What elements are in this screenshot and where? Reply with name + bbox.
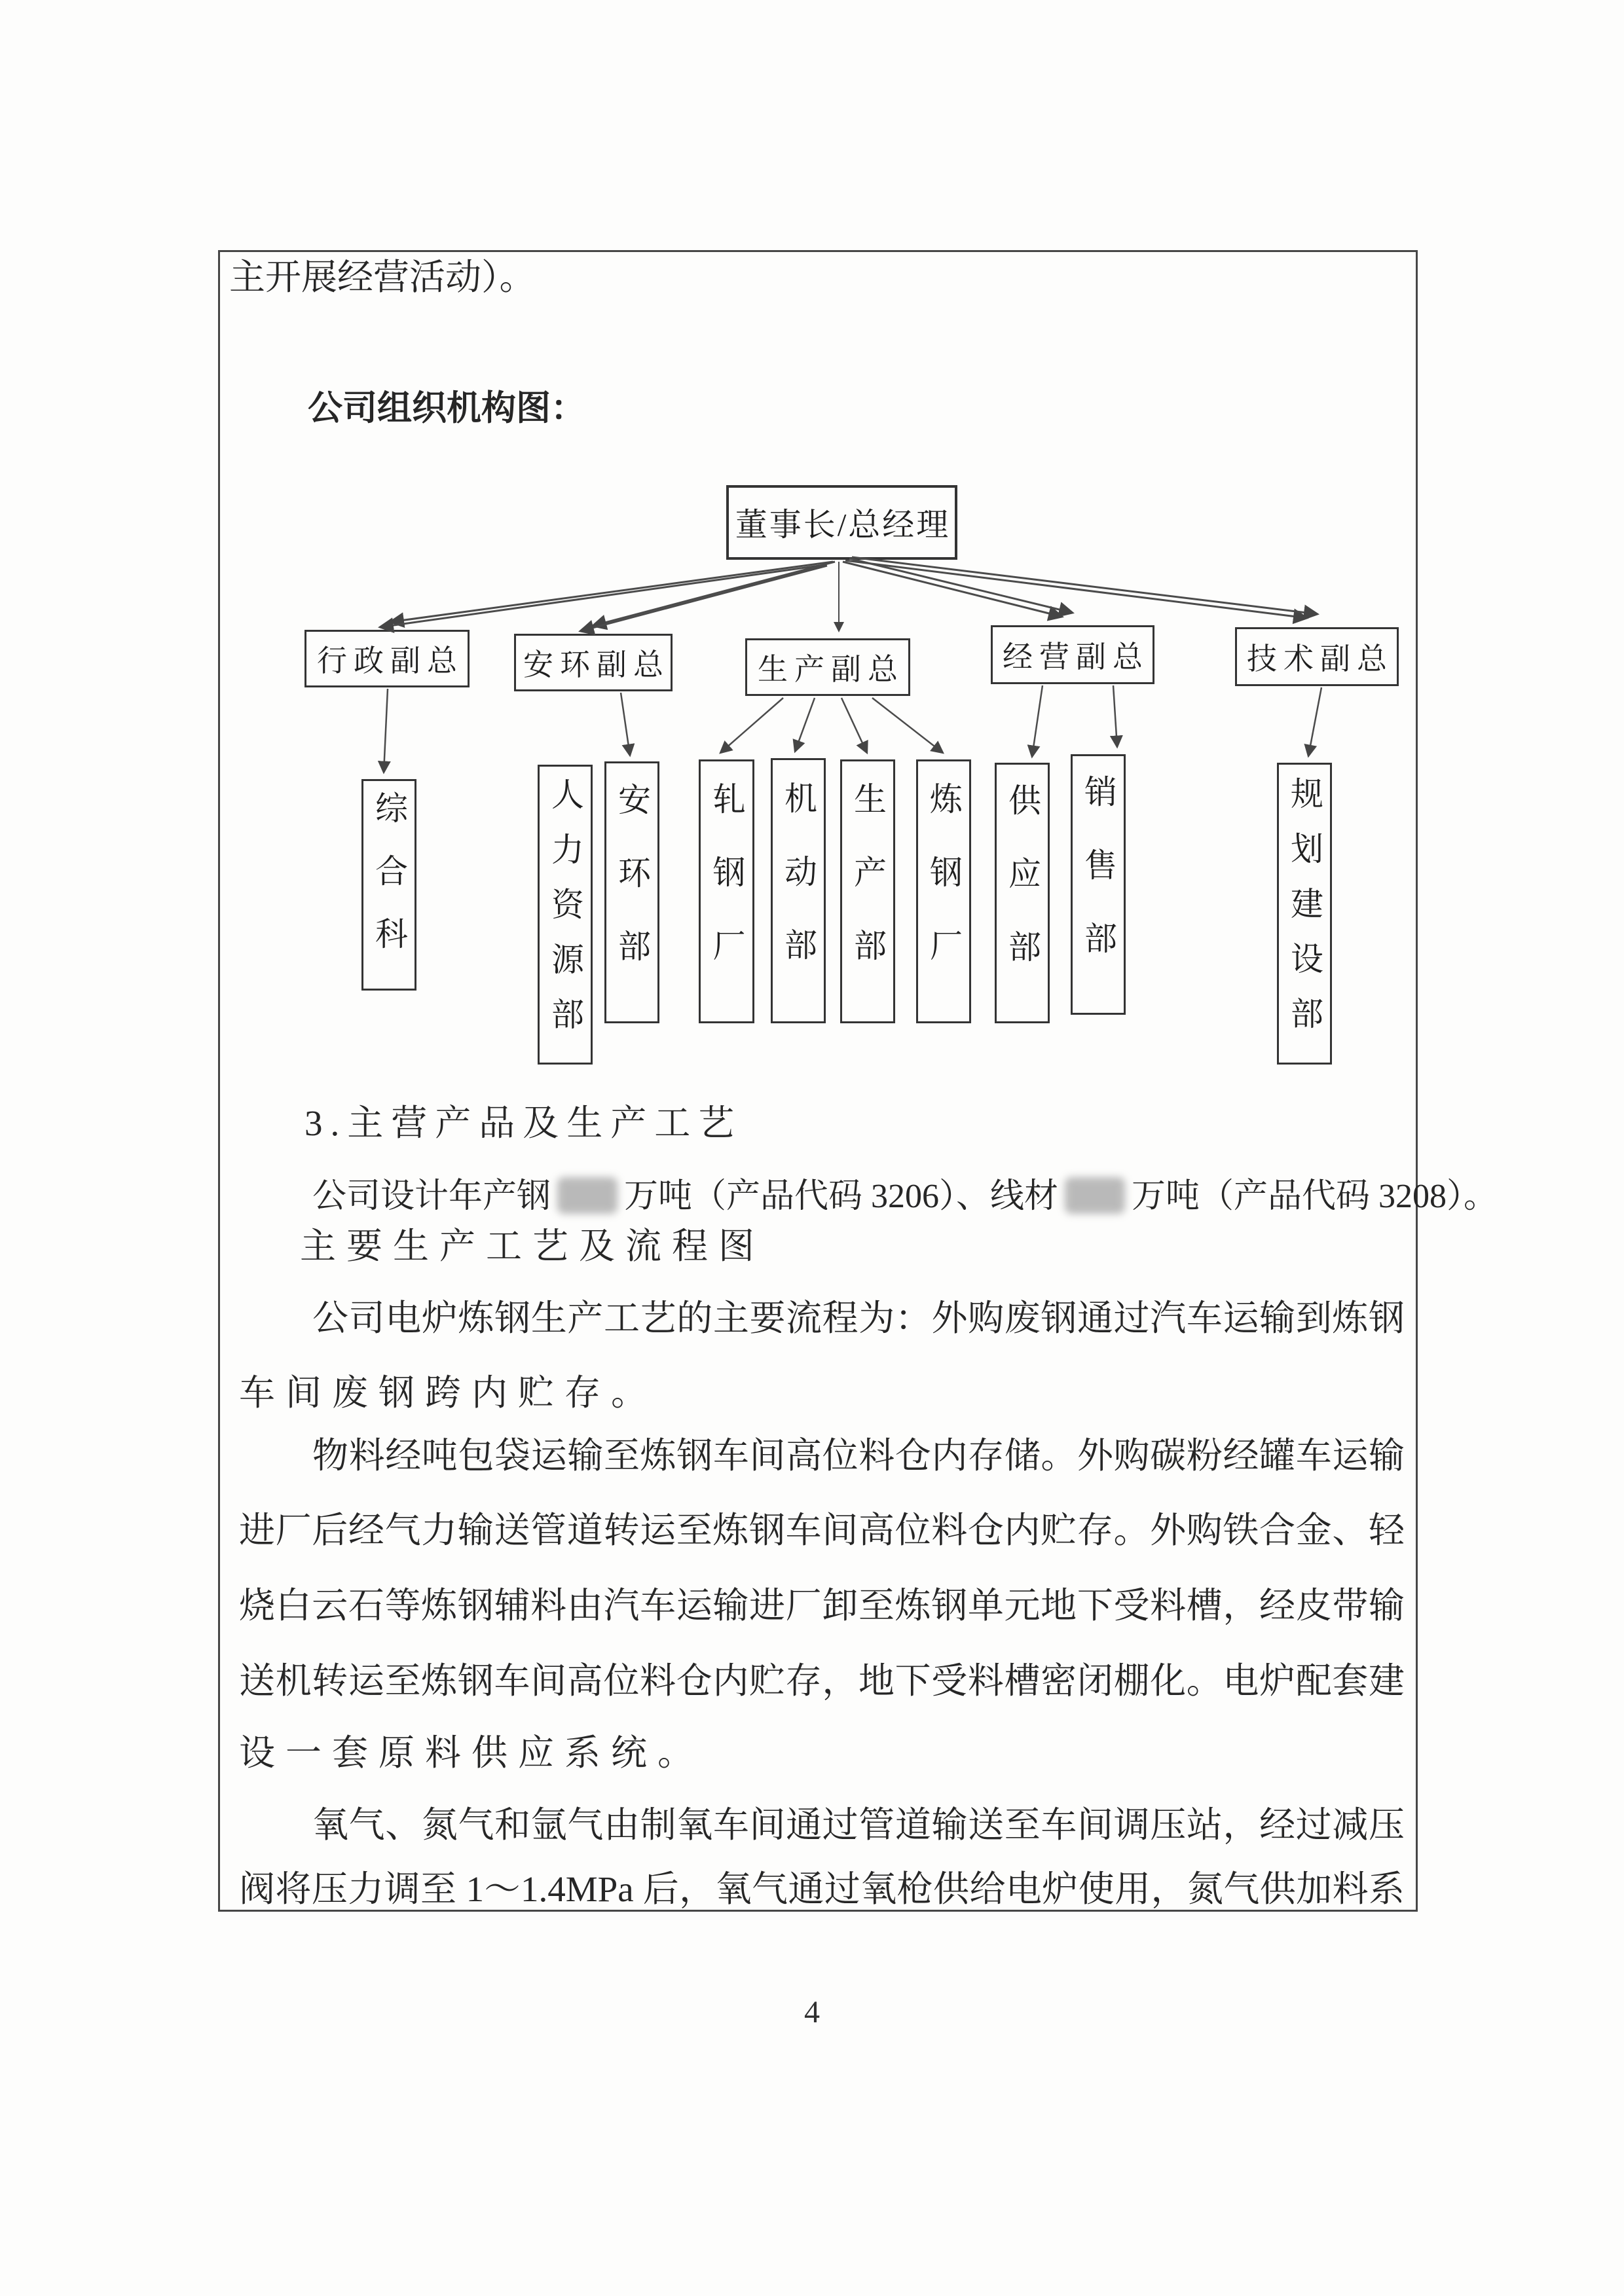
paragraph-line: 进厂后经气力输送管道转运至炼钢车间高位料仓内贮存。外购铁合金、轻 [239, 1510, 1405, 1550]
redacted-value [557, 1177, 618, 1214]
org-box-label: 安环副总 [523, 648, 670, 682]
org-box-rolling-mill [699, 759, 754, 1023]
org-box-chairman [726, 485, 957, 560]
org-box-safety-vp [514, 634, 673, 691]
org-box-production-dept [840, 759, 895, 1023]
redacted-value [1065, 1177, 1125, 1214]
org-box-label: 轧钢厂 [708, 781, 745, 1002]
org-box-label: 董事长/总经理 [735, 507, 951, 543]
org-box-supply-dept [995, 763, 1050, 1023]
org-box-production-vp [745, 638, 910, 696]
paragraph-line: 送机转运至炼钢车间高位料仓内贮存，地下受料槽密闭棚化。电炉配套建 [239, 1661, 1405, 1701]
org-box-hr-dept [538, 765, 593, 1065]
org-box-label: 规划建设部 [1286, 776, 1323, 1051]
org-box-label: 生产副总 [758, 653, 904, 686]
org-box-label: 炼钢厂 [925, 781, 962, 1002]
org-box-safety-dept [604, 761, 659, 1023]
section-subtitle: 主要生产工艺及流程图 [300, 1226, 766, 1266]
org-box-technology-vp [1235, 627, 1399, 686]
paragraph-line: 烧白云石等炼钢辅料由汽车运输进厂卸至炼钢单元地下受料槽，经皮带输 [239, 1586, 1405, 1626]
org-box-planning-construction-dept [1277, 763, 1332, 1065]
org-box-steelmaking-plant [916, 759, 971, 1023]
page-number: 4 [804, 1995, 820, 2030]
org-box-label: 经营副总 [1003, 640, 1149, 674]
org-box-label: 综合科 [371, 790, 407, 979]
org-box-operations-vp [991, 625, 1154, 684]
paragraph-line: 物料经吨包袋运输至炼钢车间高位料仓内存储。外购碳粉经罐车运输 [312, 1436, 1405, 1476]
org-box-mechanical-dept [771, 758, 826, 1023]
org-box-label: 供应部 [1004, 783, 1041, 1003]
paragraph-line: 公司电炉炼钢生产工艺的主要流程为：外购废钢通过汽车运输到炼钢 [312, 1298, 1405, 1338]
paragraph-line: 设一套原料供应系统。 [239, 1733, 705, 1773]
paragraph-line: 车间废钢跨内贮存。 [239, 1373, 658, 1413]
paragraph-line: 氧气、氮气和氩气由制氧车间通过管道输送至车间调压站，经过减压 [312, 1805, 1405, 1845]
capacity-part1: 公司设计年产钢 [312, 1178, 551, 1215]
org-box-label: 人力资源部 [547, 777, 583, 1052]
org-box-label: 行政副总 [317, 644, 464, 678]
org-box-label: 销售部 [1080, 774, 1116, 994]
intro-line: 主开展经营活动）。 [229, 257, 536, 297]
capacity-part3: 万吨（产品代码 3208）。 [1132, 1178, 1498, 1215]
org-box-label: 安环部 [614, 782, 650, 1002]
org-box-label: 生产部 [849, 781, 886, 1002]
org-box-general-office [361, 779, 416, 991]
org-box-label: 机动部 [780, 780, 817, 1001]
section-title: 3.主营产品及生产工艺 [304, 1103, 743, 1143]
org-box-admin-vp [304, 630, 470, 687]
org-box-label: 技术副总 [1247, 642, 1393, 676]
capacity-line [239, 1177, 1498, 1214]
capacity-part2: 万吨（产品代码 3206）、线材 [624, 1178, 1059, 1215]
org-box-sales-dept [1071, 754, 1126, 1015]
org-chart-heading: 公司组织机构图： [308, 390, 585, 428]
paragraph-line: 阀将压力调至 1～1.4MPa 后，氧气通过氧枪供给电炉使用，氮气供加料系 [239, 1869, 1405, 1909]
